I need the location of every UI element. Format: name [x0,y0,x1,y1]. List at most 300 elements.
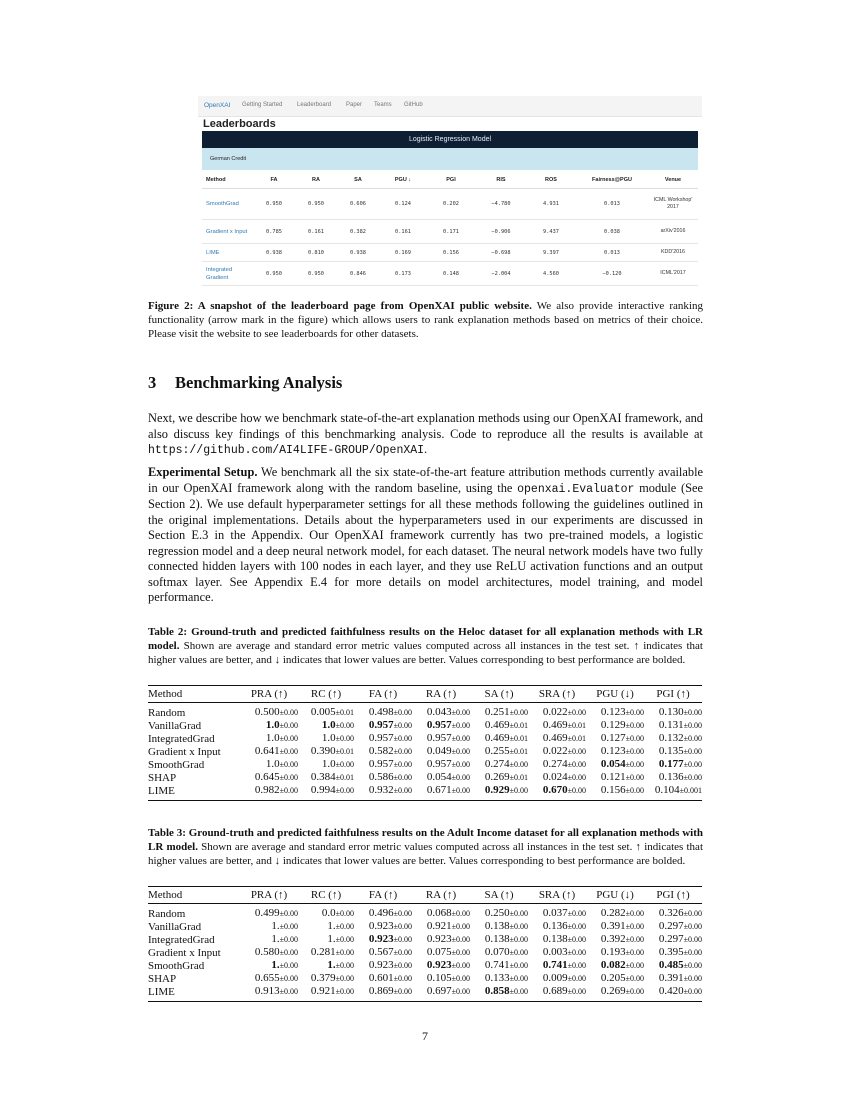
metric-value: 0.496 [368,907,394,919]
metric-value: 0.420 [658,985,684,997]
std-error: ±0.00 [451,974,470,983]
leaderboard-col-header[interactable]: Venue [648,172,698,189]
leaderboard-cell: −0.120 [576,262,648,286]
page-number: 7 [422,1029,428,1043]
std-error: ±0.00 [625,961,644,970]
metric-value: 0.068 [426,907,452,919]
metric-cell [528,904,586,921]
metric-value: 0.957 [426,719,452,731]
std-error: ±0.00 [393,734,412,743]
metric-cell [470,959,528,972]
std-error-value: 0.01 [514,773,528,782]
table-col-header: PRA (↑) [250,889,288,901]
table-row [148,771,702,784]
table-row [148,904,702,921]
std-error: ±0.01 [509,721,528,730]
nav-brand: OpenXAI [204,102,231,109]
std-error-value: 0.01 [572,721,586,730]
std-error: ±0.00 [335,760,354,769]
table-row [148,732,702,745]
std-error: ±0.00 [279,721,298,730]
std-error-value: 0.00 [630,987,644,996]
leaderboard-method-link[interactable]: LIME [202,244,252,262]
std-error-value: 0.00 [284,922,298,931]
metric-cell [240,972,298,985]
metric-cell [412,959,470,972]
metric-cell [298,946,354,959]
std-error-value: 0.00 [398,747,412,756]
std-error-value: 0.00 [398,773,412,782]
std-error-value: 0.00 [630,922,644,931]
leaderboard-row [202,262,698,286]
std-error: ±0.00 [451,786,470,795]
std-error-value: 0.00 [398,786,412,795]
table-header-row [148,887,702,904]
metric-cell [644,719,702,732]
metric-value: 0.022 [542,745,568,757]
std-error: ±0.00 [279,948,298,957]
metric-cell [298,719,354,732]
metric-value: 0.498 [368,706,394,718]
std-error: ±0.00 [393,786,412,795]
metric-cell [298,920,354,933]
metric-value: 0.741 [542,959,568,971]
metric-cell [298,703,354,720]
std-error: ±0.00 [451,935,470,944]
method-name: Gradient x Input [148,745,221,758]
leaderboard-venue: ICML Workshop' 2017 [648,189,698,220]
std-error: ±0.00 [625,948,644,957]
std-error-value: 0.00 [514,948,528,957]
std-error: ±0.01 [335,773,354,782]
metric-cell [586,933,644,946]
std-error-value: 0.00 [284,734,298,743]
table-col-header: RC (↑) [310,688,342,700]
leaderboard-cell: −0.906 [476,220,526,244]
metric-value: 0.138 [484,920,510,932]
std-error-value: 0.00 [688,734,702,743]
std-error-value: 0.01 [514,734,528,743]
metric-value: 0.070 [484,946,510,958]
metric-cell [586,920,644,933]
table-col-header: Method [148,688,183,700]
leaderboard-row [202,220,698,244]
table-3-caption-text: Shown are average and standard error metric values computed across all instances in the test set. ↑ indicates that higher values are better, and ↓ indicates that lower values are better. Values corresponding to best performance are bolded. [148,841,703,867]
std-error-value: 0.00 [688,922,702,931]
std-error: ±0.00 [279,974,298,983]
metric-cell [586,959,644,972]
metric-value: 0.379 [310,972,336,984]
leaderboard-header-row [202,172,698,189]
std-error-value: 0.00 [572,708,586,717]
metric-cell [240,933,298,946]
method-name: Random [148,907,186,920]
std-error-value: 0.00 [514,935,528,944]
std-error: ±0.00 [567,922,586,931]
std-error: ±0.00 [625,974,644,983]
metric-value: 0.043 [426,706,452,718]
metric-cell [470,972,528,985]
metric-value: 0.741 [484,959,510,971]
std-error: ±0.00 [393,948,412,957]
leaderboard-table [202,172,698,286]
leaderboard-method-link[interactable]: Gradient x Input [202,220,252,244]
std-error: ±0.00 [625,708,644,717]
std-error-value: 0.00 [514,961,528,970]
metric-value: 0.485 [658,959,684,971]
metric-cell [412,933,470,946]
metric-cell [528,920,586,933]
leaderboard-cell: 0.810 [296,244,336,262]
table-row [148,933,702,946]
metric-cell [470,703,528,720]
metric-cell [528,719,586,732]
std-error-value: 0.00 [284,961,298,970]
leaderboard-screenshot-figure [198,96,702,292]
metric-value: 0.075 [426,946,452,958]
std-error-value: 0.00 [630,734,644,743]
method-name: Gradient x Input [148,946,221,959]
leaderboard-col-header[interactable]: RIS [476,172,526,189]
std-error-value: 0.00 [398,961,412,970]
std-error: ±0.00 [393,760,412,769]
metric-value: 1.0 [265,732,280,744]
leaderboard-row [202,244,698,262]
std-error-value: 0.00 [630,961,644,970]
metric-value: 0.054 [426,771,452,783]
std-error: ±0.00 [683,909,702,918]
metric-cell [412,758,470,771]
table-header-row [148,686,702,703]
metric-cell [528,771,586,784]
metric-cell [644,732,702,745]
std-error-value: 0.00 [456,987,470,996]
table-col-header: RA (↑) [425,688,457,700]
metric-value: 0.127 [600,732,626,744]
experimental-setup-lead: Experimental Setup. [148,465,258,479]
metric-value: 0.469 [542,719,568,731]
std-error: ±0.00 [451,708,470,717]
metric-value: 0.274 [484,758,510,770]
std-error: ±0.00 [509,922,528,931]
experimental-setup-paragraph [148,465,703,606]
metric-value: 0.131 [658,719,684,731]
std-error-value: 0.00 [456,734,470,743]
leaderboard-cell: 0.124 [380,189,426,220]
method-name: IntegratedGrad [148,933,215,946]
table-col-header: FA (↑) [368,889,398,901]
std-error: ±0.00 [279,987,298,996]
leaderboard-col-header[interactable]: Fairness@PGU [576,172,648,189]
std-error: ±0.00 [335,909,354,918]
metric-cell [240,904,298,921]
std-error-value: 0.00 [572,961,586,970]
std-error: ±0.00 [393,974,412,983]
metric-value: 1. [271,920,280,932]
metric-cell [240,959,298,972]
evaluator-module-code: openxai.Evaluator [517,482,635,496]
std-error: ±0.001 [679,786,702,795]
leaderboard-col-header[interactable]: PGI [426,172,476,189]
std-error-value: 0.00 [630,786,644,795]
std-error-value: 0.00 [284,987,298,996]
leaderboard-cell: 0.169 [380,244,426,262]
table-row [148,719,702,732]
std-error-value: 0.00 [284,935,298,944]
metric-cell [644,904,702,921]
metric-cell [240,732,298,745]
metric-cell [354,933,412,946]
std-error-value: 0.00 [456,961,470,970]
metric-cell [412,985,470,1002]
std-error-value: 0.00 [630,721,644,730]
std-error: ±0.00 [683,961,702,970]
std-error: ±0.00 [625,773,644,782]
metric-value: 0.390 [310,745,336,757]
metric-cell [644,771,702,784]
metric-value: 0.281 [310,946,336,958]
std-error-value: 0.00 [398,974,412,983]
std-error: ±0.00 [451,773,470,782]
metric-value: 0.923 [368,920,394,932]
metric-cell [240,946,298,959]
metric-value: 0.282 [600,907,626,919]
std-error-value: 0.00 [284,909,298,918]
metric-cell [586,985,644,1002]
std-error: ±0.00 [567,948,586,957]
std-error-value: 0.00 [340,961,354,970]
method-name: VanillaGrad [148,920,202,933]
std-error: ±0.00 [335,922,354,931]
std-error-value: 0.00 [688,909,702,918]
std-error-value: 0.00 [514,987,528,996]
heloc-results-table [148,685,702,801]
setup-text-1: We benchmark all the six state-of-the-art feature attribution methods currently available in our OpenXAI framework along with the random baseline, using the [148,465,704,495]
std-error: ±0.00 [683,708,702,717]
metric-cell [412,972,470,985]
metric-value: 0.500 [254,706,280,718]
std-error: ±0.00 [509,935,528,944]
table-3-caption-bold: Table 3: Ground-truth and predicted faithfulness results on the Adult Income dataset for all explanation methods with LR model. [148,827,703,853]
metric-value: 0.655 [254,972,280,984]
metric-cell [412,745,470,758]
metric-cell [298,732,354,745]
leaderboard-cell: 0.161 [296,220,336,244]
metric-value: 0.392 [600,933,626,945]
std-error-value: 0.01 [514,721,528,730]
leaderboard-col-header[interactable]: FA [252,172,296,189]
std-error: ±0.00 [393,721,412,730]
std-error: ±0.00 [279,922,298,931]
metric-cell [240,719,298,732]
std-error: ±0.00 [335,987,354,996]
metric-value: 0.469 [484,732,510,744]
std-error: ±0.00 [393,961,412,970]
metric-value: 1.0 [321,732,336,744]
metric-value: 0.921 [426,920,452,932]
std-error: ±0.00 [335,721,354,730]
table-col-header: PGI (↑) [656,688,690,700]
table-row [148,959,702,972]
leaderboard-cell: 0.013 [576,244,648,262]
metric-cell [644,959,702,972]
leaderboard-cell: 0.156 [426,244,476,262]
std-error-value: 0.00 [630,974,644,983]
metric-value: 0.255 [484,745,510,757]
std-error-value: 0.00 [284,721,298,730]
std-error-value: 0.00 [630,773,644,782]
std-error: ±0.00 [625,935,644,944]
metric-cell [528,985,586,1002]
std-error-value: 0.00 [688,747,702,756]
std-error: ±0.00 [451,909,470,918]
metric-value: 0.384 [310,771,336,783]
std-error-value: 0.00 [398,948,412,957]
table-row [148,745,702,758]
table-col-header: PGU (↓) [596,889,634,901]
metric-cell [644,946,702,959]
metric-cell [354,904,412,921]
metric-value: 0.645 [254,771,280,783]
leaderboard-method-link[interactable]: Integrated Gradient [202,262,252,286]
std-error: ±0.00 [335,961,354,970]
metric-cell [528,933,586,946]
metric-value: 0.193 [600,946,626,958]
metric-cell [354,920,412,933]
std-error: ±0.00 [335,734,354,743]
metric-cell [470,758,528,771]
metric-cell [412,771,470,784]
std-error-value: 0.00 [630,747,644,756]
intro-paragraph [148,411,703,459]
std-error-value: 0.00 [688,721,702,730]
std-error-value: 0.00 [340,987,354,996]
std-error: ±0.00 [567,747,586,756]
metric-cell [298,933,354,946]
std-error: ±0.00 [625,786,644,795]
metric-value: 1. [271,959,280,971]
std-error-value: 0.00 [340,948,354,957]
table-row [148,703,702,720]
std-error-value: 0.00 [340,760,354,769]
leaderboard-method-link[interactable]: SmoothGrad [202,189,252,220]
std-error-value: 0.00 [572,922,586,931]
std-error: ±0.01 [509,773,528,782]
std-error: ±0.01 [509,734,528,743]
std-error-value: 0.00 [514,760,528,769]
leaderboard-col-header[interactable]: ROS [526,172,576,189]
metric-value: 0.923 [426,933,452,945]
leaderboard-cell: 4.560 [526,262,576,286]
std-error: ±0.00 [279,786,298,795]
metric-value: 0.586 [368,771,394,783]
std-error-value: 0.01 [514,747,528,756]
metric-value: 0.469 [542,732,568,744]
std-error-value: 0.00 [284,948,298,957]
table-row [148,972,702,985]
leaderboard-col-header[interactable]: RA [296,172,336,189]
metric-cell [412,719,470,732]
leaderboard-cell: 0.382 [336,220,380,244]
leaderboard-col-header[interactable]: PGU ↓ [380,172,426,189]
metric-cell [470,719,528,732]
metric-cell [528,703,586,720]
metric-cell [470,732,528,745]
std-error-value: 0.00 [456,935,470,944]
leaderboard-row [202,189,698,220]
std-error-value: 0.00 [630,708,644,717]
metric-cell [354,959,412,972]
metric-value: 0.913 [254,985,280,997]
metric-cell [470,920,528,933]
std-error-value: 0.00 [398,734,412,743]
std-error: ±0.00 [393,708,412,717]
method-name: VanillaGrad [148,719,202,732]
std-error-value: 0.00 [340,974,354,983]
metric-value: 0.391 [600,920,626,932]
std-error: ±0.00 [393,909,412,918]
metric-cell [354,758,412,771]
std-error-value: 0.00 [456,773,470,782]
std-error: ±0.00 [567,786,586,795]
metric-cell [470,904,528,921]
metric-value: 0.130 [658,706,684,718]
site-nav-bar [198,96,702,117]
metric-value: 1.0 [265,758,280,770]
table-row [148,985,702,1002]
leaderboard-col-header[interactable]: Method [202,172,252,189]
metric-value: 0.123 [600,745,626,757]
metric-cell [240,758,298,771]
std-error-value: 0.00 [284,786,298,795]
std-error: ±0.00 [279,734,298,743]
std-error-value: 0.00 [514,786,528,795]
metric-cell [412,703,470,720]
metric-value: 0.923 [368,959,394,971]
std-error-value: 0.00 [340,734,354,743]
table-row [148,946,702,959]
leaderboard-cell: 4.931 [526,189,576,220]
metric-value: 0.499 [254,907,280,919]
std-error: ±0.00 [567,935,586,944]
std-error-value: 0.00 [688,974,702,983]
metric-cell [240,985,298,1002]
std-error-value: 0.00 [572,786,586,795]
metric-value: 0.582 [368,745,394,757]
leaderboard-col-header[interactable]: SA [336,172,380,189]
metric-value: 1.0 [321,758,336,770]
metric-cell [470,985,528,1002]
metric-cell [644,985,702,1002]
figure-2-caption-bold: Figure 2: A snapshot of the leaderboard page from OpenXAI public website. [148,300,532,312]
metric-cell [354,946,412,959]
std-error-value: 0.00 [688,987,702,996]
metric-cell [644,758,702,771]
metric-cell [354,732,412,745]
std-error-value: 0.00 [630,935,644,944]
figure-2-caption [148,299,703,341]
dataset-bar [202,148,698,170]
metric-cell [298,758,354,771]
metric-cell [354,985,412,1002]
code-url-link[interactable]: https://github.com/AI4LIFE-GROUP/OpenXAI [148,444,425,457]
std-error-value: 0.01 [340,773,354,782]
std-error-value: 0.00 [572,948,586,957]
metric-value: 0.297 [658,933,684,945]
std-error: ±0.00 [393,935,412,944]
table-col-header: PRA (↑) [250,688,288,700]
metric-value: 0.250 [484,907,510,919]
